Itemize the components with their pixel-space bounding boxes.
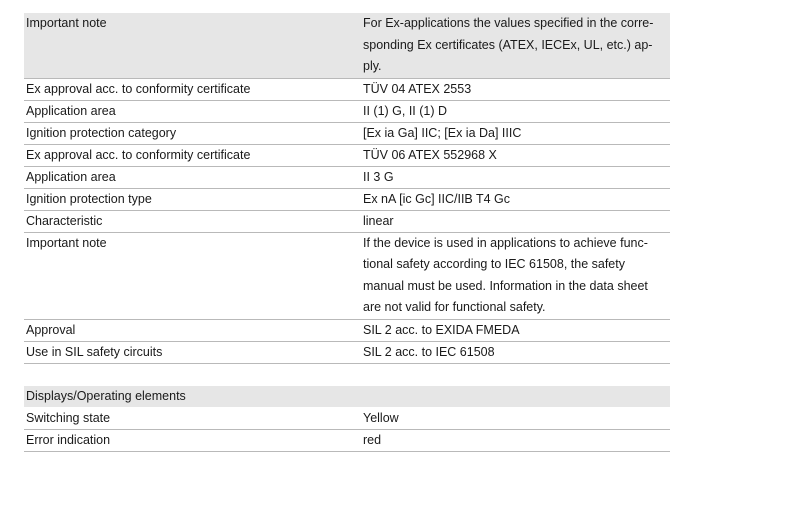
value-line: tional safety according to IEC 61508, the safety: [363, 257, 625, 271]
row-label: Application area: [26, 169, 116, 184]
row-value: Ex nA [ic Gc] IIC/IIB T4 Gc: [363, 191, 511, 206]
row-value: [363, 13, 670, 78]
table-row-ignition-protection-category: [24, 123, 670, 145]
row-label: Use in SIL safety circuits: [26, 344, 163, 359]
value-line: ply.: [363, 59, 382, 73]
datasheet-table: [24, 13, 670, 452]
table-row-application-area-1: [24, 101, 670, 123]
row-label: Characteristic: [26, 213, 103, 228]
row-label: Ignition protection category: [26, 125, 177, 140]
table-row-important-note-safety: [24, 233, 670, 320]
table-row-important-note-ex: [24, 13, 670, 79]
value-line: manual must be used. Information in the data sheet: [363, 278, 648, 293]
row-label: Ex approval acc. to conformity certificate: [26, 81, 251, 96]
row-value: linear: [363, 213, 394, 228]
table-row-sil-safety-circuits: [24, 342, 670, 364]
table-row-approval: [24, 320, 670, 342]
row-value: red: [363, 432, 382, 447]
table-row-ex-approval-1: [24, 79, 670, 101]
value-line: For Ex-applications the values specified in the corre-: [363, 16, 654, 30]
row-label: Important note: [26, 16, 107, 30]
row-label: Ignition protection type: [26, 191, 152, 206]
row-value: TÜV 06 ATEX 552968 X: [363, 147, 497, 162]
section-header-displays: Displays/Operating elements: [24, 386, 670, 408]
table-row-switching-state: [24, 408, 670, 430]
row-value: II (1) G, II (1) D: [363, 103, 448, 118]
value-line: sponding Ex certificates (ATEX, IECEx, UL, etc.) ap-: [363, 37, 653, 52]
row-label: Switching state: [26, 410, 111, 425]
row-value: TÜV 04 ATEX 2553: [363, 81, 472, 96]
row-value: SIL 2 acc. to EXIDA FMEDA: [363, 322, 520, 337]
row-value: Yellow: [363, 410, 399, 425]
row-value: [Ex ia Ga] IIC; [Ex ia Da] IIIC: [363, 125, 522, 140]
row-label: Error indication: [26, 432, 111, 447]
value-line: If the device is used in applications to achieve func-: [363, 235, 648, 250]
row-label: Important note: [26, 235, 107, 250]
row-label: Ex approval acc. to conformity certificate: [26, 147, 251, 162]
value-line: are not valid for functional safety.: [363, 300, 546, 314]
table-row-ignition-protection-type: [24, 189, 670, 211]
row-value: II 3 G: [363, 169, 394, 184]
row-label: Approval: [26, 322, 76, 337]
table-row-characteristic: [24, 211, 670, 233]
table-row-application-area-2: [24, 167, 670, 189]
row-value: SIL 2 acc. to IEC 61508: [363, 344, 495, 359]
row-label: Application area: [26, 103, 116, 118]
section-spacer: [24, 364, 670, 386]
table-row-ex-approval-2: [24, 145, 670, 167]
row-value: [363, 233, 670, 319]
table-row-error-indication: [24, 430, 670, 452]
